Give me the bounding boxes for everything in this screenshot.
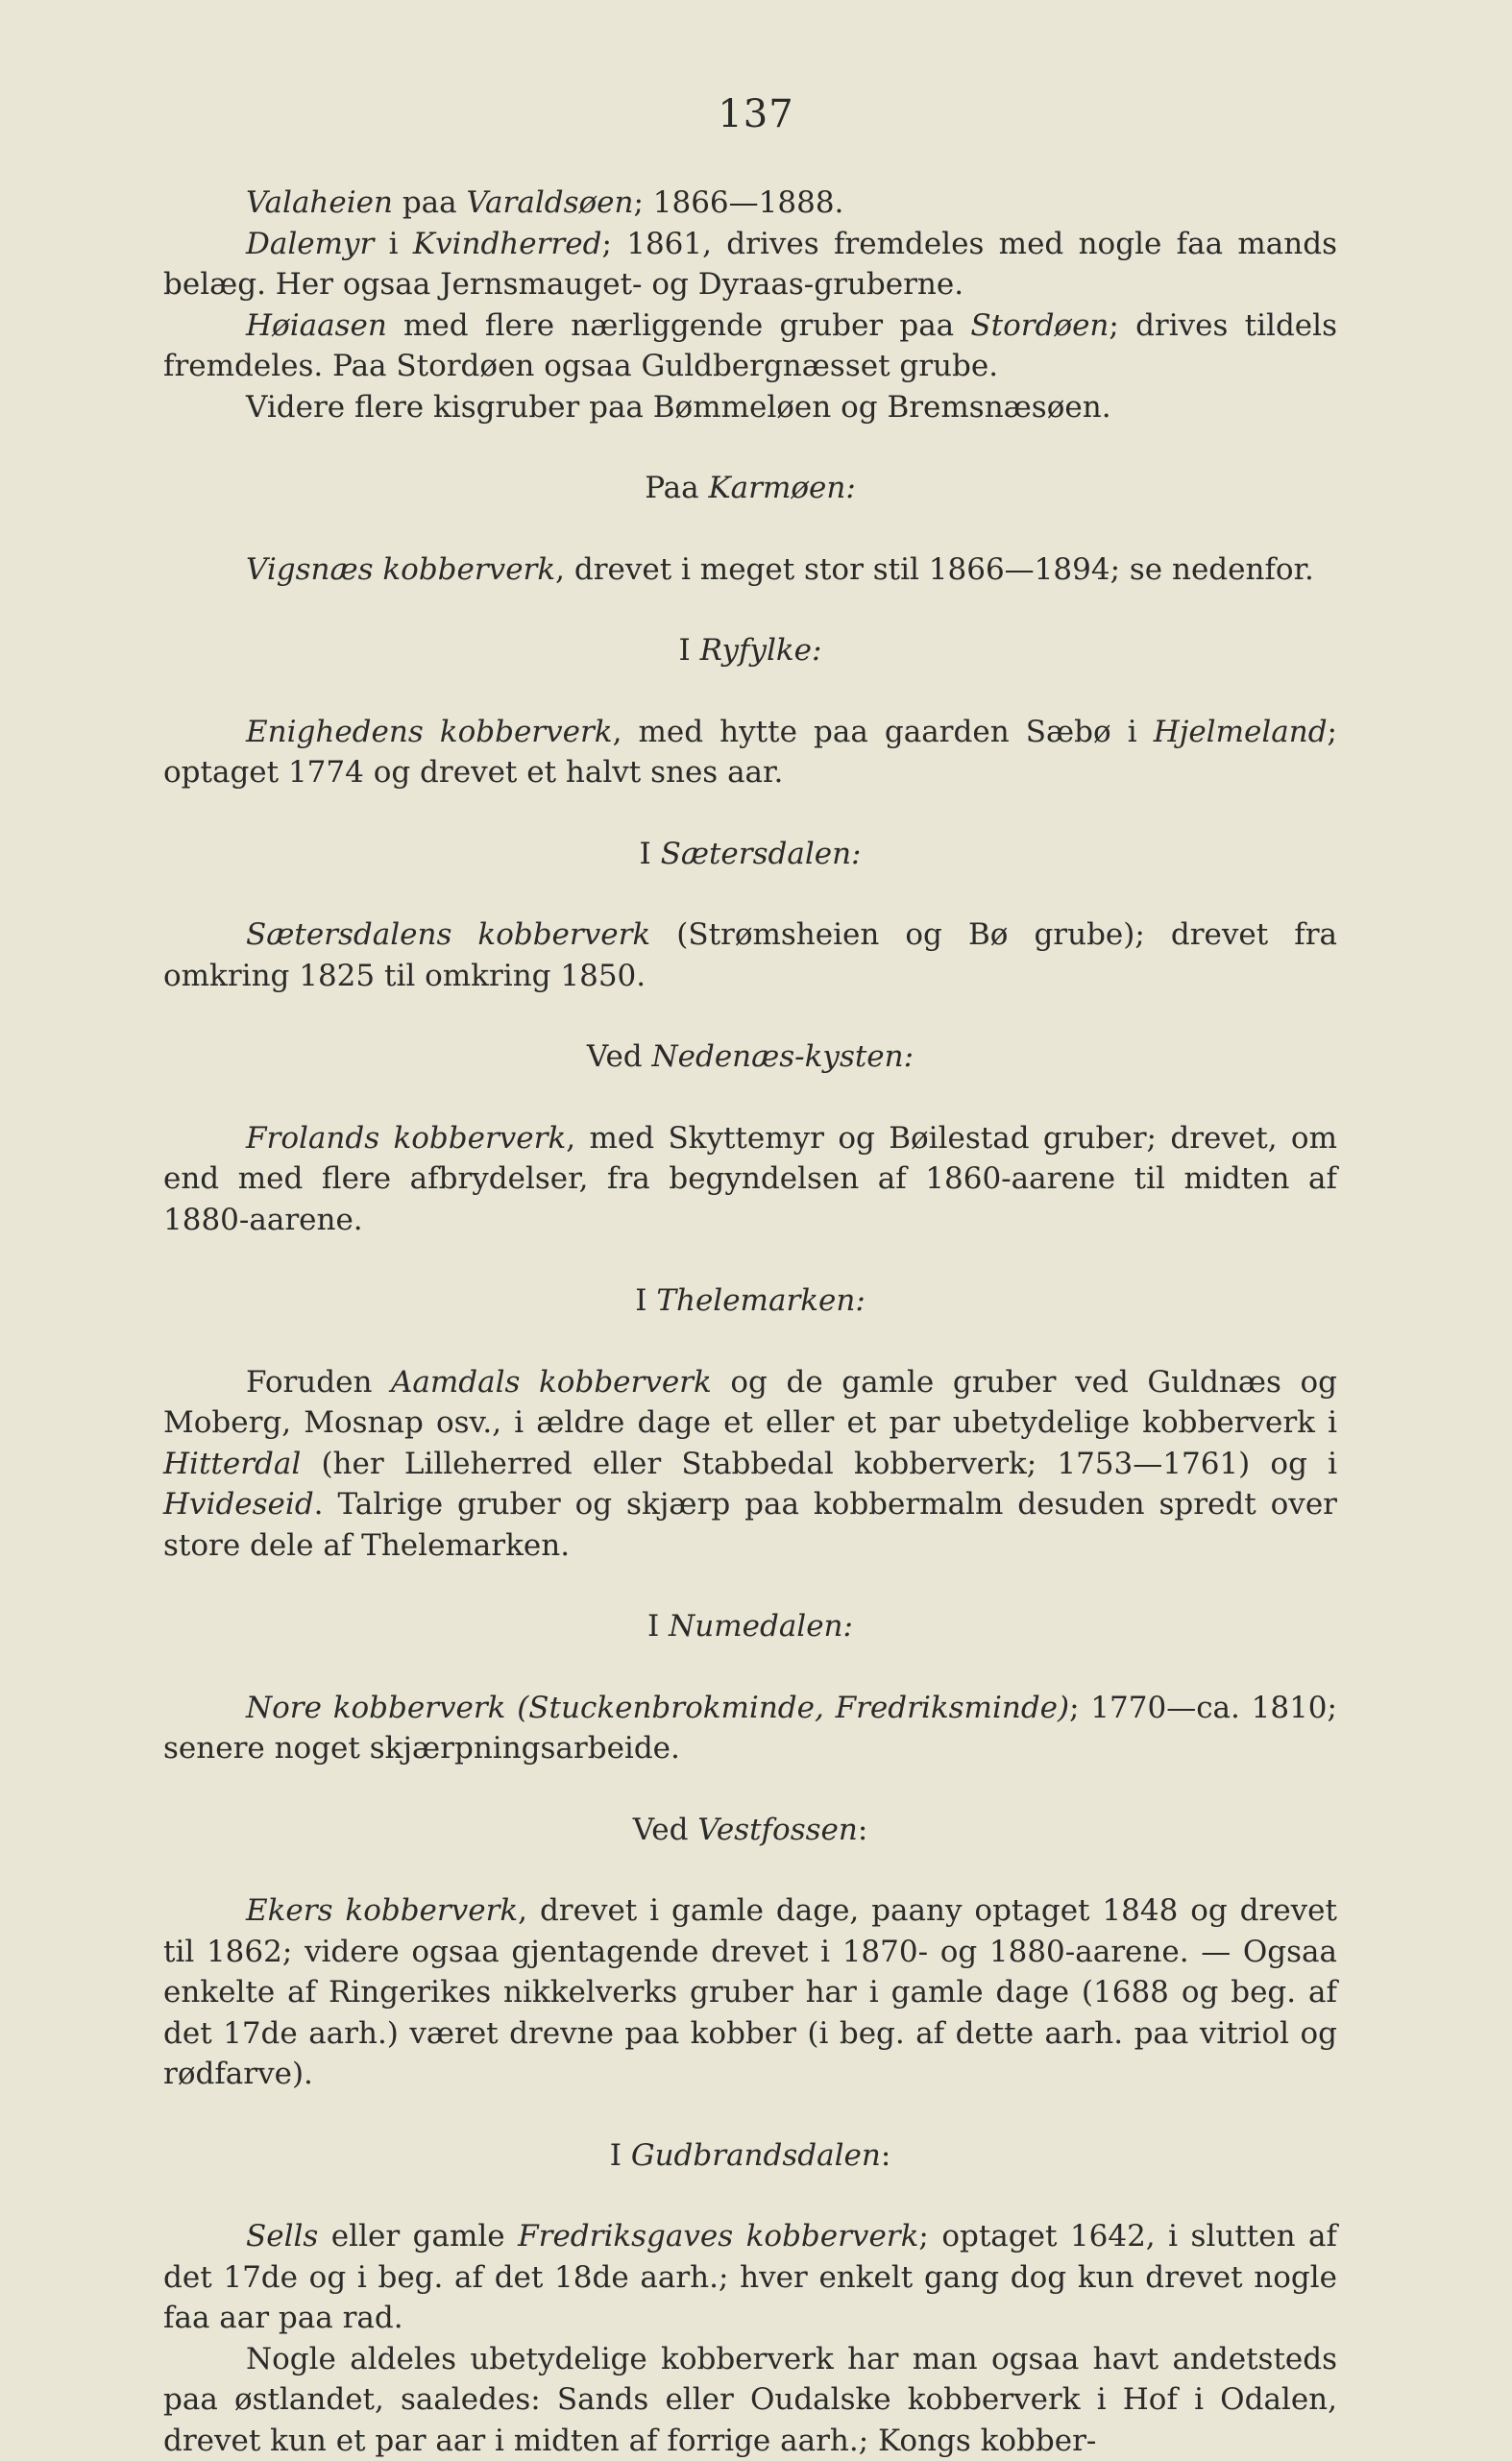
italic-text: Aamdals kobberverk xyxy=(391,1365,712,1400)
italic-text: Sells xyxy=(246,2219,318,2254)
text-paragraph xyxy=(163,2339,1337,2461)
italic-text: Sætersdalen: xyxy=(661,837,862,871)
section-heading xyxy=(163,1240,1337,1362)
section-heading xyxy=(163,427,1337,549)
italic-text: Hjelmeland xyxy=(1154,715,1328,749)
text-paragraph xyxy=(163,183,1337,224)
text-paragraph xyxy=(163,224,1337,305)
section-heading xyxy=(163,2095,1337,2217)
text-run: I xyxy=(635,1283,656,1318)
text-run: paa xyxy=(393,185,467,220)
text-paragraph xyxy=(163,1118,1337,1241)
italic-text: Enighedens kobberverk xyxy=(246,715,613,749)
text-run: ; optaget 1774 og drevet et halvt snes aar. xyxy=(163,715,1337,791)
text-run: i xyxy=(374,227,413,261)
text-run: (her Lilleherred eller Stabbedal kobberverk; 1753—1761) og i xyxy=(301,1447,1337,1481)
italic-text: Thelemarken: xyxy=(656,1283,865,1318)
italic-text: Sætersdalens kobberverk xyxy=(246,917,650,952)
italic-text: Ekers kobberverk xyxy=(246,1893,518,1928)
italic-text: Numedalen: xyxy=(669,1609,853,1644)
text-run: : xyxy=(881,2138,890,2173)
section-heading xyxy=(163,590,1337,712)
italic-text: Varaldsøen xyxy=(467,185,634,220)
text-paragraph xyxy=(163,1890,1337,2095)
text-run: Nogle aldeles ubetydelige kobberverk har man ogsaa havt andetsteds paa østlandet, saaledes: Sands eller Oudalske kobberverk i Hof i Odalen, drevet kun et par aar i midten af forrige aarh.; Kongs kobber- xyxy=(163,2342,1337,2458)
text-run: I xyxy=(679,633,700,668)
text-run: Ved xyxy=(633,1813,698,1847)
italic-text: Valaheien xyxy=(246,185,393,220)
text-run: ; 1861, drives fremdeles med nogle faa mands belæg. Her ogsaa Jernsmauget- og Dyraas-gruberne. xyxy=(163,227,1337,303)
text-run: Paa xyxy=(645,471,708,505)
text-paragraph xyxy=(163,2216,1337,2339)
text-run: med flere nærliggende gruber paa xyxy=(387,308,971,343)
italic-text: Vestfossen xyxy=(697,1813,858,1847)
text-run: I xyxy=(647,1609,669,1644)
section-heading xyxy=(163,996,1337,1118)
text-run: Foruden xyxy=(246,1365,391,1400)
italic-text: Karmøen: xyxy=(709,471,856,505)
italic-text: Fredriksgaves kobberverk xyxy=(518,2219,918,2254)
text-paragraph xyxy=(163,305,1337,387)
page-number: 137 xyxy=(0,92,1512,136)
text-paragraph xyxy=(163,387,1337,428)
italic-text: Stordøen xyxy=(970,308,1109,343)
section-heading xyxy=(163,1566,1337,1688)
text-run: ; drives tildels fremdeles. Paa Stordøen ogsaa Guldbergnæsset grube. xyxy=(163,308,1337,384)
italic-text: Gudbrandsdalen xyxy=(631,2138,881,2173)
text-run: , drevet i meget stor stil 1866—1894; se nedenfor. xyxy=(555,552,1314,587)
text-run: eller gamle xyxy=(318,2219,518,2254)
text-run: ; 1866—1888. xyxy=(633,185,843,220)
italic-text: Hvideseid xyxy=(163,1487,314,1522)
italic-text: Frolands kobberverk xyxy=(246,1121,566,1156)
italic-text: Dalemyr xyxy=(246,227,374,261)
text-run: Videre flere kisgruber paa Bømmeløen og Bremsnæsøen. xyxy=(246,390,1111,425)
text-paragraph xyxy=(163,914,1337,996)
italic-text: Kvindherred xyxy=(413,227,602,261)
text-run: I xyxy=(639,837,660,871)
text-run: Ved xyxy=(587,1039,652,1074)
text-run: . Talrige gruber og skjærp paa kobbermalm desuden spredt over store dele af Thelemarken. xyxy=(163,1487,1337,1563)
italic-text: Nedenæs-kysten: xyxy=(652,1039,915,1074)
text-paragraph xyxy=(163,1362,1337,1567)
text-run: , med hytte paa gaarden Sæbø i xyxy=(613,715,1154,749)
text-run: , med Skyttemyr og Bøilestad gruber; drevet, om end med flere afbrydelser, fra begyndelsen af 1860-aarene til midten af 1880-aarene. xyxy=(163,1121,1337,1237)
section-heading xyxy=(163,793,1337,915)
text-run: (Strømsheien og Bø grube); drevet fra omkring 1825 til omkring 1850. xyxy=(163,917,1337,993)
page-body xyxy=(163,183,1337,2461)
italic-text: Hitterdal xyxy=(163,1447,301,1481)
text-run: ; 1770—ca. 1810; senere noget skjærpningsarbeide. xyxy=(163,1691,1337,1767)
text-paragraph xyxy=(163,549,1337,591)
text-run: I xyxy=(610,2138,631,2173)
italic-text: Høiaasen xyxy=(246,308,387,343)
text-paragraph xyxy=(163,1688,1337,1769)
text-run: : xyxy=(858,1813,867,1847)
italic-text: Vigsnæs kobberverk xyxy=(246,552,555,587)
text-run: ; optaget 1642, i slutten af det 17de og i beg. af det 18de aarh.; hver enkelt gang dog kun drevet nogle faa aar paa rad. xyxy=(163,2219,1337,2335)
section-heading xyxy=(163,1769,1337,1891)
text-run: , drevet i gamle dage, paany optaget 1848 og drevet til 1862; videre ogsaa gjentagende drevet i 1870- og 1880-aarene. — Ogsaa enkelte af Ringerikes nikkelverks gruber har i gamle dage (1688 og beg. af det 17de aarh.) været drevne paa kobber (i beg. af dette aarh. paa vitriol og rødfarve). xyxy=(163,1893,1337,2091)
text-run: og de gamle gruber ved Guldnæs og Moberg, Mosnap osv., i ældre dage et eller et par ubetydelige kobberverk i xyxy=(163,1365,1337,1441)
italic-text: Ryfylke: xyxy=(700,633,822,668)
italic-text: Nore kobberverk (Stuckenbrokminde, Fredriksminde) xyxy=(246,1691,1069,1725)
text-paragraph xyxy=(163,712,1337,793)
